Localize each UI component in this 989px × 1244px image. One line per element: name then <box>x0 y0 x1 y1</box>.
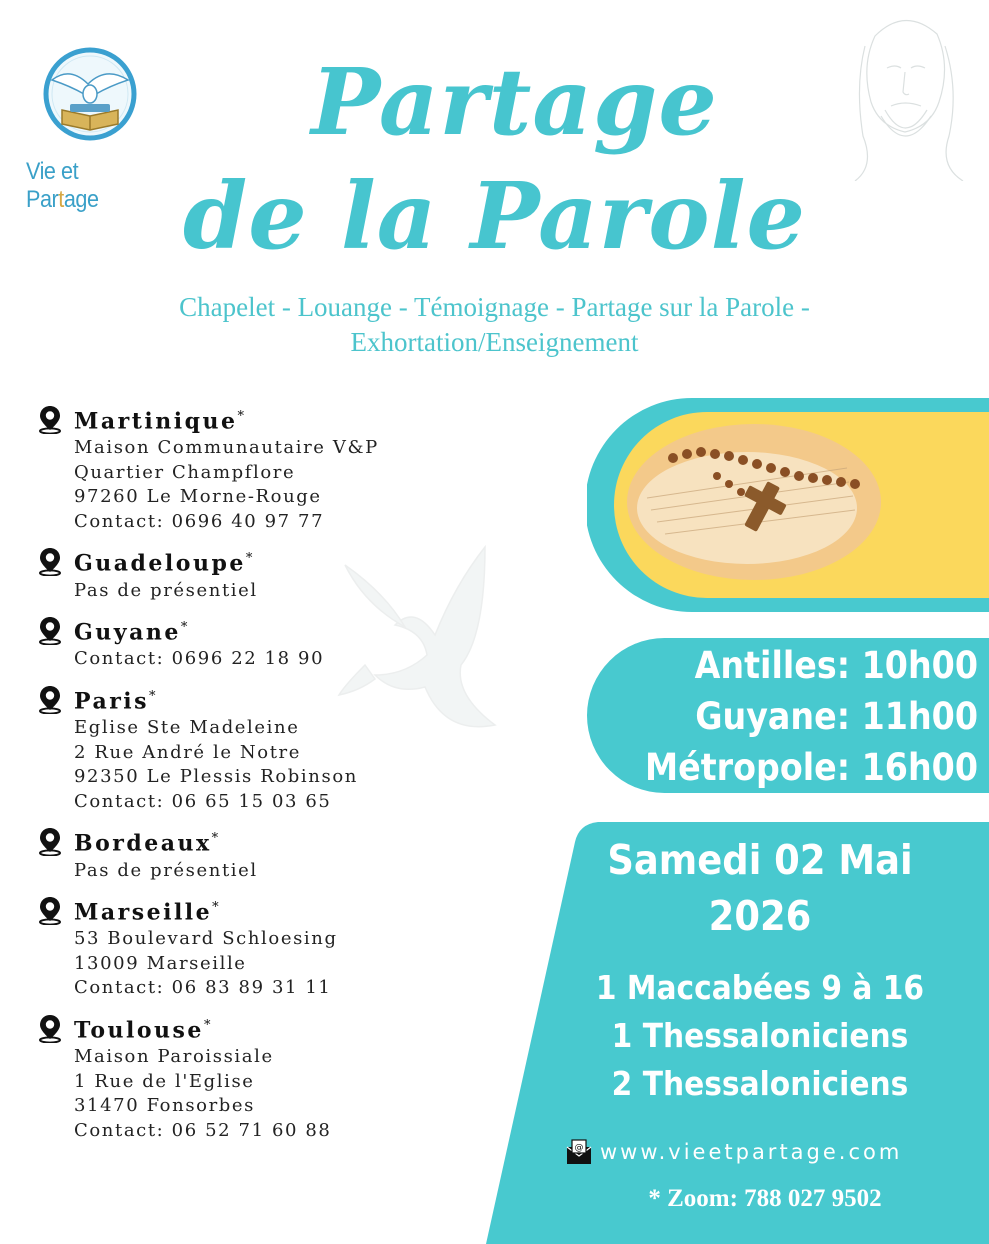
location-name-text: Toulouse <box>74 1017 204 1044</box>
location-name-text: Paris <box>74 688 150 715</box>
asterisk-mark: * <box>212 900 219 916</box>
location-item <box>34 613 534 672</box>
page-title-line-2: de la Parole <box>182 162 807 270</box>
location-detail-line: 92350 Le Plessis Robinson <box>74 766 358 788</box>
locations-list <box>34 402 534 1143</box>
location-item <box>34 824 534 883</box>
rosary-banner <box>587 398 989 612</box>
map-pin-icon <box>36 1013 64 1043</box>
location-name-text: Marseille <box>74 899 213 926</box>
subtitle-line-1: Chapelet - Louange - Témoignage - Partage sur la Parole - <box>179 292 810 322</box>
bible-readings <box>580 964 940 1108</box>
event-date-year: 2026 <box>708 892 812 940</box>
location-detail-line: 2 Rue André le Notre <box>74 741 301 763</box>
location-name <box>74 824 534 858</box>
subtitle-line-2: Exhortation/Enseignement <box>350 327 639 357</box>
zoom-id: * Zoom: 788 027 9502 <box>648 1185 882 1212</box>
location-detail-line: 1 Rue de l'Eglise <box>74 1070 255 1092</box>
location-item <box>34 544 534 603</box>
asterisk-mark: * <box>180 620 188 636</box>
location-name <box>74 613 534 647</box>
schedule-times <box>638 640 978 793</box>
map-pin-icon <box>36 684 64 714</box>
location-name <box>74 544 534 578</box>
map-pin-icon <box>36 826 64 856</box>
asterisk-mark: * <box>237 409 244 424</box>
location-detail-line: 97260 Le Morne-Rouge <box>74 486 322 508</box>
asterisk-mark: * <box>203 1017 211 1033</box>
location-detail-line: Pas de présentiel <box>74 859 258 881</box>
location-name-text: Guadeloupe <box>74 550 246 577</box>
location-detail-line: Contact: 06 52 71 60 88 <box>74 1119 332 1141</box>
location-name-text: Guyane <box>74 619 181 646</box>
time-antilles: Antilles: 10h00 <box>694 644 978 687</box>
website-link[interactable]: www.vieetpartage.com <box>600 1140 903 1164</box>
location-name-text: Martinique <box>74 408 238 435</box>
asterisk-mark: * <box>211 831 219 847</box>
location-detail-line: Contact: 06 83 89 31 11 <box>74 977 332 999</box>
location-detail-line: Pas de présentiel <box>74 579 258 601</box>
map-pin-icon <box>36 895 64 925</box>
location-item <box>34 1011 534 1143</box>
location-name <box>74 1011 534 1045</box>
svg-text:@: @ <box>574 1143 584 1153</box>
reading-3: 2 Thessaloniciens <box>611 1064 909 1103</box>
location-name <box>74 682 534 716</box>
location-detail-line: Maison Communautaire V&P <box>74 437 379 459</box>
program-subtitle <box>0 290 989 360</box>
time-metropole: Métropole: 16h00 <box>645 746 978 789</box>
location-item <box>34 402 534 534</box>
logo-text: Vie et Partage <box>26 158 99 213</box>
location-name <box>74 402 534 436</box>
reading-2: 1 Thessaloniciens <box>611 1016 909 1055</box>
location-detail-line: 13009 Marseille <box>74 952 247 974</box>
map-pin-icon <box>36 546 64 576</box>
location-detail-line: Eglise Ste Madeleine <box>74 717 300 739</box>
location-name <box>74 893 534 927</box>
location-detail-line: 53 Boulevard Schloesing <box>74 928 338 950</box>
location-detail-line: 31470 Fonsorbes <box>74 1095 256 1117</box>
page-title-line-1: Partage <box>311 48 718 156</box>
location-detail-line: Contact: 06 65 15 03 65 <box>74 790 332 812</box>
location-detail-line: Contact: 0696 22 18 90 <box>74 648 325 670</box>
location-item <box>34 893 534 1001</box>
location-name-text: Bordeaux <box>74 830 212 857</box>
map-pin-icon <box>36 615 64 645</box>
location-detail-line: Quartier Champflore <box>74 461 296 483</box>
location-detail-line: Contact: 0696 40 97 77 <box>74 510 325 532</box>
map-pin-icon <box>36 404 64 434</box>
location-item <box>34 682 534 814</box>
asterisk-mark: * <box>149 688 156 704</box>
location-detail-line: Maison Paroissiale <box>74 1046 274 1068</box>
asterisk-mark: * <box>245 551 253 567</box>
event-date <box>580 832 940 944</box>
envelope-at-icon <box>566 1139 592 1165</box>
website-row <box>566 1136 902 1168</box>
reading-1: 1 Maccabées 9 à 16 <box>595 968 925 1007</box>
time-guyane: Guyane: 11h00 <box>695 695 978 738</box>
event-date-day: Samedi 02 Mai <box>607 836 913 884</box>
